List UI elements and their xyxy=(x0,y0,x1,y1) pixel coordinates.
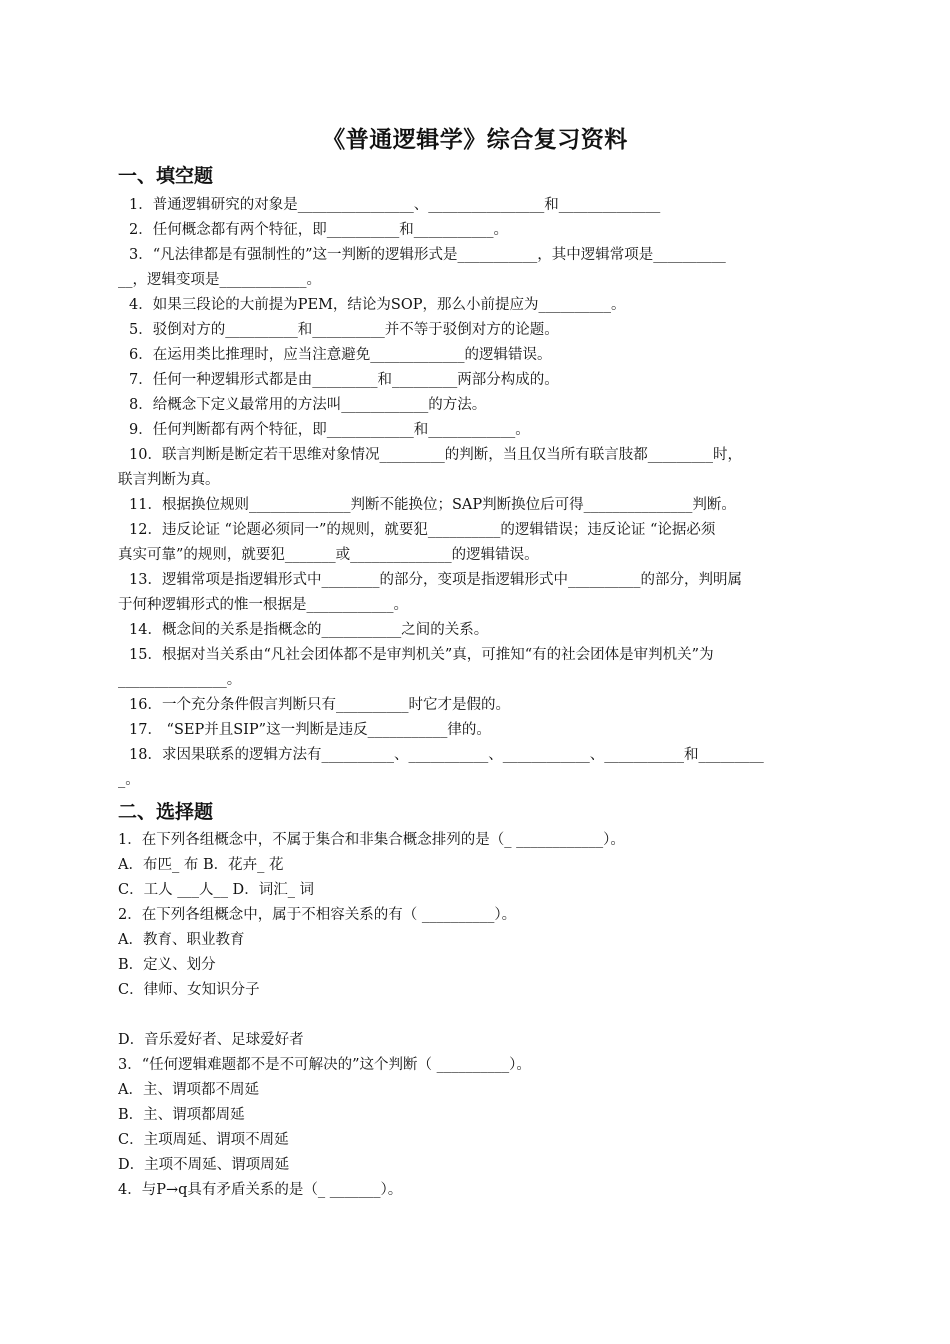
choice-line: C．工人 ___人__ D．词汇_ 词 xyxy=(118,882,315,898)
fill-line: 真实可靠”的规则，就要犯_______或______________的逻辑错误。 xyxy=(118,547,539,563)
fill-line: 18．求因果联系的逻辑方法有__________、___________、____________、___________和_________ xyxy=(129,747,764,763)
fill-line: 11．根据换位规则______________判断不能换位；SAP判断换位后可得_______________判断。 xyxy=(129,497,736,513)
choice-line: B．定义、划分 xyxy=(118,957,216,973)
choice-line: A．主、谓项都不周延 xyxy=(118,1082,259,1098)
fill-line: 1．普通逻辑研究的对象是________________、________________和______________ xyxy=(129,197,661,213)
choice-line: D．主项不周延、谓项周延 xyxy=(118,1157,290,1173)
choice-line: D．音乐爱好者、足球爱好者 xyxy=(118,1032,304,1048)
fill-line: _。 xyxy=(118,772,140,788)
choice-line: C．律师、女知识分子 xyxy=(118,982,260,998)
fill-line: 于何种逻辑形式的惟一根据是____________。 xyxy=(118,597,408,613)
document-title: 《普通逻辑学》综合复习资料 xyxy=(322,126,628,153)
fill-line: _______________。 xyxy=(118,672,242,688)
fill-line: 7．任何一种逻辑形式都是由_________和_________两部分构成的。 xyxy=(129,372,559,388)
fill-line: __，逻辑变项是____________。 xyxy=(118,272,321,288)
choice-line: 4．与P→q具有矛盾关系的是（_ _______）。 xyxy=(118,1182,403,1198)
choice-line: 1．在下列各组概念中，不属于集合和非集合概念排列的是（_ ____________）。 xyxy=(118,832,625,848)
fill-line: 10．联言判断是断定若干思维对象情况_________的判断，当且仅当所有联言肢都_________时， xyxy=(129,447,742,463)
fill-line: 8．给概念下定义最常用的方法叫____________的方法。 xyxy=(129,397,487,413)
fill-line: 9．任何判断都有两个特征，即____________和____________。 xyxy=(129,422,530,438)
fill-line: 4．如果三段论的大前提为PEM，结论为SOP，那么小前提应为__________。 xyxy=(129,297,626,313)
fill-line: 5．驳倒对方的__________和__________并不等于驳倒对方的论题。 xyxy=(129,322,559,338)
fill-line: 6．在运用类比推理时，应当注意避免_____________的逻辑错误。 xyxy=(129,347,552,363)
fill-line: 12．违反论证 “论题必须同一”的规则，就要犯__________的逻辑错误；违反论证 “论据必须 xyxy=(129,522,716,538)
fill-line: 17． “SEP并且SIP”这一判断是违反___________律的。 xyxy=(129,722,491,738)
choice-line: C．主项周延、谓项不周延 xyxy=(118,1132,289,1148)
section-heading-choice: 二、选择题 xyxy=(118,801,214,823)
choice-line: B．主、谓项都周延 xyxy=(118,1107,245,1123)
fill-line: 联言判断为真。 xyxy=(118,472,220,488)
section-heading-fill-in: 一、填空题 xyxy=(118,165,214,187)
choice-line: A．布匹_ 布 B．花卉_ 花 xyxy=(118,857,284,873)
choice-line: A．教育、职业教育 xyxy=(118,932,245,948)
choice-line: 3．“任何逻辑难题都不是不可解决的”这个判断（ __________）。 xyxy=(118,1057,531,1073)
fill-line: 3．“凡法律都是有强制性的”这一判断的逻辑形式是___________，其中逻辑常项是__________ xyxy=(129,247,726,263)
fill-line: 2．任何概念都有两个特征，即__________和___________。 xyxy=(129,222,508,238)
fill-line: 15．根据对当关系由“凡社会团体都不是审判机关”真，可推知“有的社会团体是审判机关”为 xyxy=(129,647,714,663)
fill-line: 13．逻辑常项是指逻辑形式中________的部分，变项是指逻辑形式中__________的部分，判明属 xyxy=(129,572,742,588)
fill-line: 14．概念间的关系是指概念的___________之间的关系。 xyxy=(129,622,489,638)
choice-line: 2．在下列各组概念中，属于不相容关系的有（ __________）。 xyxy=(118,907,517,923)
fill-line: 16．一个充分条件假言判断只有__________时它才是假的。 xyxy=(129,697,510,713)
